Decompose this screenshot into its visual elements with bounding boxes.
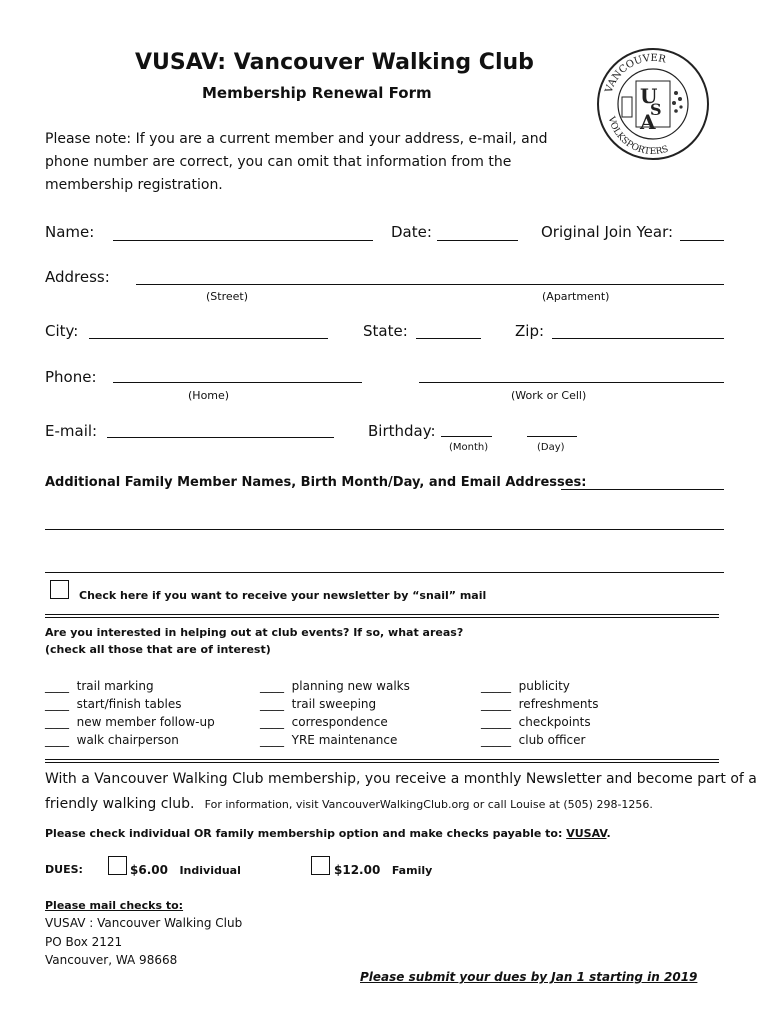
phone-label: Phone:: [45, 368, 97, 386]
family-checkbox[interactable]: [311, 856, 330, 875]
membership-benefit-1: With a Vancouver Walking Club membership, you receive a monthly Newsletter and become part of a: [45, 771, 757, 787]
option-row[interactable]: ____ new member follow-up: [45, 715, 215, 729]
family-option: $12.00 Family: [334, 863, 433, 877]
family-field-3[interactable]: [45, 572, 724, 573]
name-field[interactable]: [113, 240, 373, 241]
volunteer-instruction: (check all those that are of interest): [45, 643, 271, 656]
city-field[interactable]: [89, 338, 328, 339]
volunteer-column-1: [45, 677, 215, 749]
option-row[interactable]: ____ walk chairperson: [45, 733, 179, 747]
join-year-field[interactable]: [680, 240, 724, 241]
apartment-hint: (Apartment): [542, 290, 610, 303]
state-label: State:: [363, 322, 408, 340]
club-logo-seal: [596, 47, 710, 161]
month-hint: (Month): [449, 442, 489, 453]
option-row[interactable]: ____ start/finish tables: [45, 697, 182, 711]
city-label: City:: [45, 322, 79, 340]
option-row[interactable]: _____ refreshments: [481, 697, 599, 711]
volunteer-column-2: [260, 677, 410, 749]
home-phone-field[interactable]: [113, 382, 362, 383]
option-row[interactable]: _____ club officer: [481, 733, 586, 747]
state-field[interactable]: [416, 338, 481, 339]
deadline-note: Please submit your dues by Jan 1 starting in 2019: [360, 970, 698, 984]
day-hint: (Day): [537, 442, 565, 453]
family-members-label: Additional Family Member Names, Birth Month/Day, and Email Addresses:: [45, 475, 587, 490]
address-field[interactable]: [136, 284, 724, 285]
snail-mail-checkbox[interactable]: [50, 580, 69, 599]
svg-text:A: A: [640, 110, 656, 134]
option-row[interactable]: ____ planning new walks: [260, 679, 410, 693]
intro-note: Please note: If you are a current member and your address, e-mail, and phone number are correct, you can omit that information from the membership registration.: [45, 131, 548, 193]
mail-line-3: Vancouver, WA 98668: [45, 953, 178, 967]
family-field-1[interactable]: [561, 489, 724, 490]
street-hint: (Street): [206, 290, 249, 303]
email-field[interactable]: [107, 437, 334, 438]
option-row[interactable]: ____ correspondence: [260, 715, 388, 729]
family-field-2[interactable]: [45, 529, 724, 530]
volunteer-question: Are you interested in helping out at club events? If so, what areas?: [45, 626, 464, 639]
svg-text:U: U: [640, 84, 658, 108]
mail-heading: Please mail checks to:: [45, 899, 184, 912]
section-divider: [45, 614, 719, 618]
zip-label: Zip:: [515, 322, 545, 340]
option-row[interactable]: ____ YRE maintenance: [260, 733, 398, 747]
name-label: Name:: [45, 223, 95, 241]
form-title: VUSAV: Vancouver Walking Club: [135, 50, 534, 75]
date-field[interactable]: [437, 240, 518, 241]
date-label: Date:: [391, 223, 432, 241]
individual-option: $6.00 Individual: [130, 863, 241, 877]
mail-line-2: PO Box 2121: [45, 935, 123, 949]
membership-benefit-2: friendly walking club. For information, visit VancouverWalkingClub.org or call Louise at (505) 298-1256.: [45, 796, 653, 812]
volunteer-column-3: [481, 677, 598, 749]
email-label: E-mail:: [45, 422, 98, 440]
birth-month-field[interactable]: [441, 436, 492, 437]
option-row[interactable]: ____ trail marking: [45, 679, 154, 693]
join-year-label: Original Join Year:: [541, 223, 674, 241]
zip-field[interactable]: [552, 338, 724, 339]
option-row[interactable]: _____ publicity: [481, 679, 570, 693]
dues-label: DUES:: [45, 863, 83, 876]
option-row[interactable]: _____ checkpoints: [481, 715, 591, 729]
birthday-label: Birthday:: [368, 422, 436, 440]
payable-instruction: Please check individual OR family membership option and make checks payable to: VUSAV.: [45, 827, 611, 840]
svg-text:S: S: [650, 100, 662, 119]
option-row[interactable]: ____ trail sweeping: [260, 697, 377, 711]
mail-line-1: VUSAV : Vancouver Walking Club: [45, 916, 243, 930]
logo-bottom-text: VOLKSPORTERS: [605, 115, 670, 158]
individual-checkbox[interactable]: [108, 856, 127, 875]
form-subtitle: Membership Renewal Form: [202, 84, 432, 102]
work-phone-field[interactable]: [419, 382, 724, 383]
birth-day-field[interactable]: [527, 436, 577, 437]
work-hint: (Work or Cell): [511, 389, 587, 402]
address-label: Address:: [45, 268, 110, 286]
section-divider: [45, 759, 719, 763]
home-hint: (Home): [188, 389, 230, 402]
logo-top-text: VANCOUVER: [603, 52, 667, 95]
snail-mail-label: Check here if you want to receive your newsletter by “snail” mail: [79, 589, 487, 602]
